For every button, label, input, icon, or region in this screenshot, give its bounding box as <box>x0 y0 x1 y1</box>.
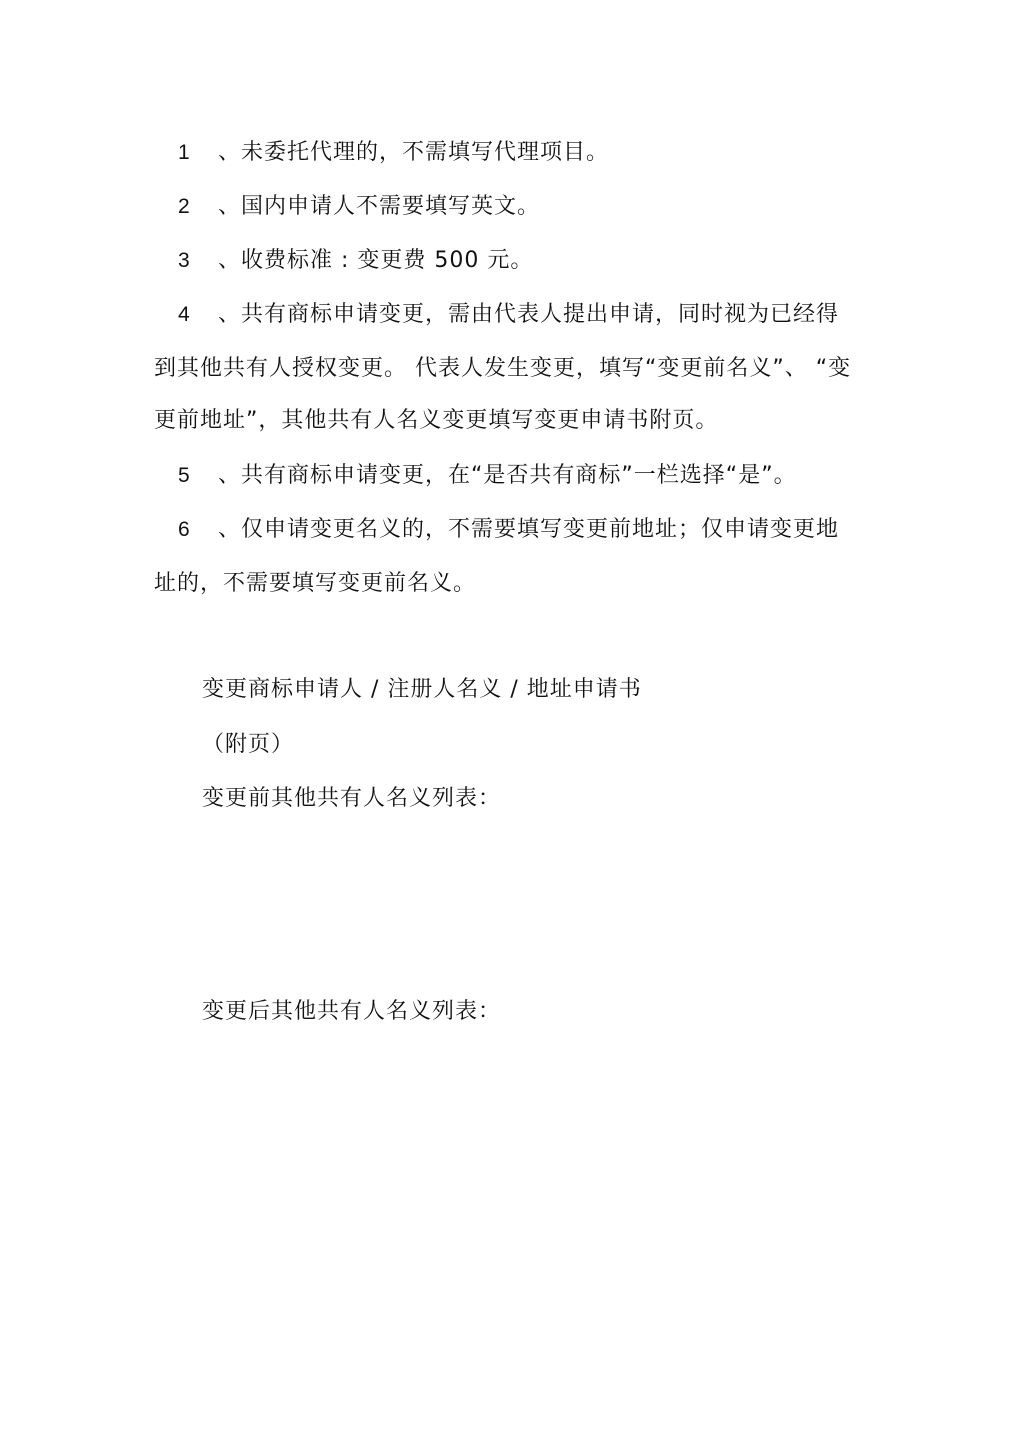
note-4-continuation-1: 到其他共有人授权变更。 代表人发生变更，填写“变更前名义”、 “变 <box>154 356 852 381</box>
note-text: 、共有商标申请变更，在“是否共有商标”一栏选择“是”。 <box>218 463 797 488</box>
note-item-3 <box>178 246 533 276</box>
after-list-label: 变更后其他共有人名义列表： <box>202 999 502 1024</box>
note-number: 1 <box>178 141 191 164</box>
note-number: 2 <box>178 195 191 218</box>
appendix-subtitle: （附页） <box>202 732 295 757</box>
before-list-label: 变更前其他共有人名义列表： <box>202 786 502 811</box>
note-number: 6 <box>178 518 191 541</box>
note-text: 、收费标准 : 变更费 500 元。 <box>218 248 534 273</box>
note-item-2 <box>178 192 540 222</box>
note-text: 、仅申请变更名义的，不需要填写变更前地址；仅申请变更地 <box>218 517 840 542</box>
note-6-continuation-1: 址的，不需要填写变更前名义。 <box>154 571 477 596</box>
note-item-5 <box>178 461 797 491</box>
note-number: 5 <box>178 464 191 487</box>
note-item-4 <box>178 300 839 330</box>
note-text: 、未委托代理的，不需填写代理项目。 <box>218 140 610 165</box>
note-text: 、国内申请人不需要填写英文。 <box>218 194 541 219</box>
note-number: 3 <box>178 249 191 272</box>
note-4-continuation-2: 更前地址”，其他共有人名义变更填写变更申请书附页。 <box>154 408 719 433</box>
appendix-title: 变更商标申请人 / 注册人名义 / 地址申请书 <box>202 677 642 702</box>
note-text: 、共有商标申请变更，需由代表人提出申请，同时视为已经得 <box>218 302 840 327</box>
note-number: 4 <box>178 303 191 326</box>
note-item-1 <box>178 138 609 168</box>
note-item-6 <box>178 515 839 545</box>
